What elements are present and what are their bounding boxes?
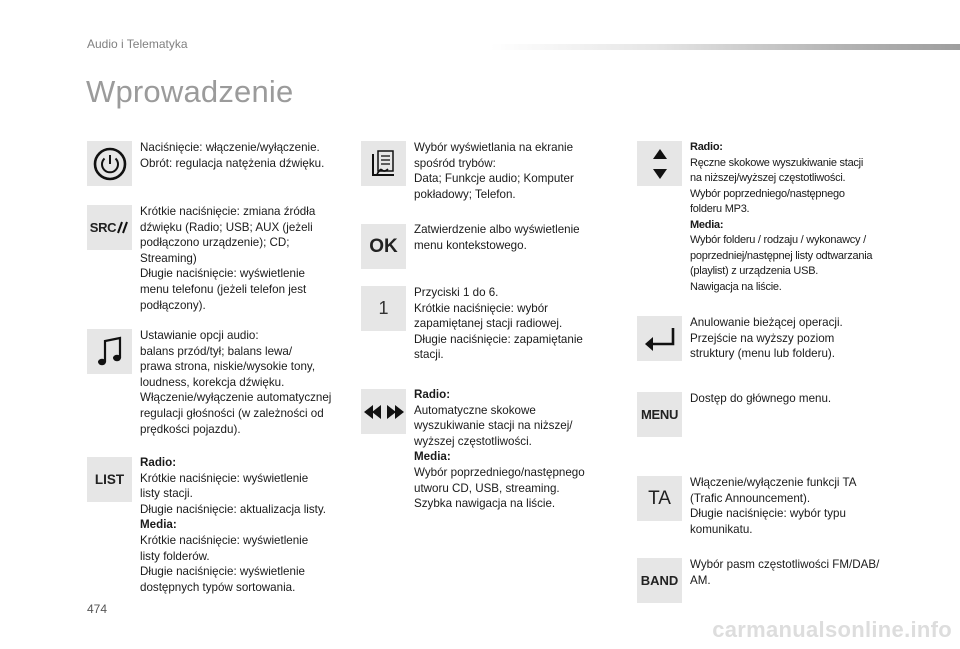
music-description: Ustawianie opcji audio: balans przód/tył; balans lewa/ prawa strona, niskie/wysokie tony, loudness, korekcja dźwięku. Włączenie/wyłączenie automatycznej regulacji głośności (w zależności od prędkości pojazdu). (140, 329, 332, 436)
src-description: Krótkie naciśnięcie: zmiana źródła dźwięku (Radio; USB; AUX (jeżeli podłączono urządzenie); CD; Streaming) Długie naciśnięcie: wyświetlenie menu telefonu (jeżeli telefon jest podłączony). (140, 205, 316, 312)
section-title: Audio i Telematyka (87, 37, 188, 51)
power-icon (87, 141, 132, 186)
menu-icon: MENU (637, 392, 682, 437)
back-icon (637, 316, 682, 361)
display-description: Wybór wyświetlania na ekranie spośród trybów: Data; Funkcje audio; Komputer pokładowy; Telefon. (414, 141, 574, 201)
seek-description: Radio: Automatyczne skokowe wyszukiwanie stacji na niższej/ wyższej częstotliwości. Media: Wybór poprzedniego/następnego utworu CD, USB, streaming. Szybka nawigacja na liście. (414, 388, 585, 511)
list-description: Radio: Krótkie naciśnięcie: wyświetlenie listy stacji. Długie naciśnięcie: aktualizacja listy. Media: Krótkie naciśnięcie: wyświetlenie listy folderów. Długie naciśnięcie: wyświetlenie dostępnych typów sortowania. (140, 456, 327, 594)
power-description: Naciśnięcie: włączenie/wyłączenie. Obrót: regulacja natężenia dźwięku. (140, 141, 325, 170)
preset-1-icon: 1 (361, 286, 406, 331)
band-icon: BAND (637, 558, 682, 603)
ok-icon: OK (361, 224, 406, 269)
seek-arrows-icon (361, 389, 406, 434)
ta-icon: TA (637, 476, 682, 521)
up-down-arrows-icon (637, 141, 682, 186)
ta-description: Włączenie/wyłączenie funkcji TA (Trafic Announcement). Długie naciśnięcie: wybór typu komunikatu. (690, 476, 857, 536)
display-mode-icon (361, 141, 406, 186)
music-note-icon (87, 329, 132, 374)
page-number: 474 (87, 602, 108, 616)
src-icon: SRC (87, 205, 132, 250)
ok-description: Zatwierdzenie albo wyświetlenie menu kontekstowego. (414, 223, 580, 252)
presets-description: Przyciski 1 do 6. Krótkie naciśnięcie: wybór zapamiętanej stacji radiowej. Długie naciśnięcie: zapamiętanie stacji. (414, 286, 583, 362)
page-title: Wprowadzenie (86, 74, 294, 109)
band-description: Wybór pasm częstotliwości FM/DAB/ AM. (690, 558, 880, 587)
list-icon: LIST (87, 457, 132, 502)
menu-description: Dostęp do głównego menu. (690, 392, 832, 405)
updown-description: Radio: Ręczne skokowe wyszukiwanie stacji na niższej/wyższej częstotliwości. Wybór poprzedniego/następnego folderu MP3. Media: Wybór folderu / rodzaju / wykonawcy / poprzedniej/następnej listy odtwarzania (playlist) z urządzenia USB. Nawigacja na liście. (690, 141, 873, 293)
header-rule (490, 44, 960, 50)
watermark: carmanualsonline.info (712, 617, 952, 642)
back-description: Anulowanie bieżącej operacji. Przejście na wyższy poziom struktury (menu lub folderu). (690, 316, 843, 361)
